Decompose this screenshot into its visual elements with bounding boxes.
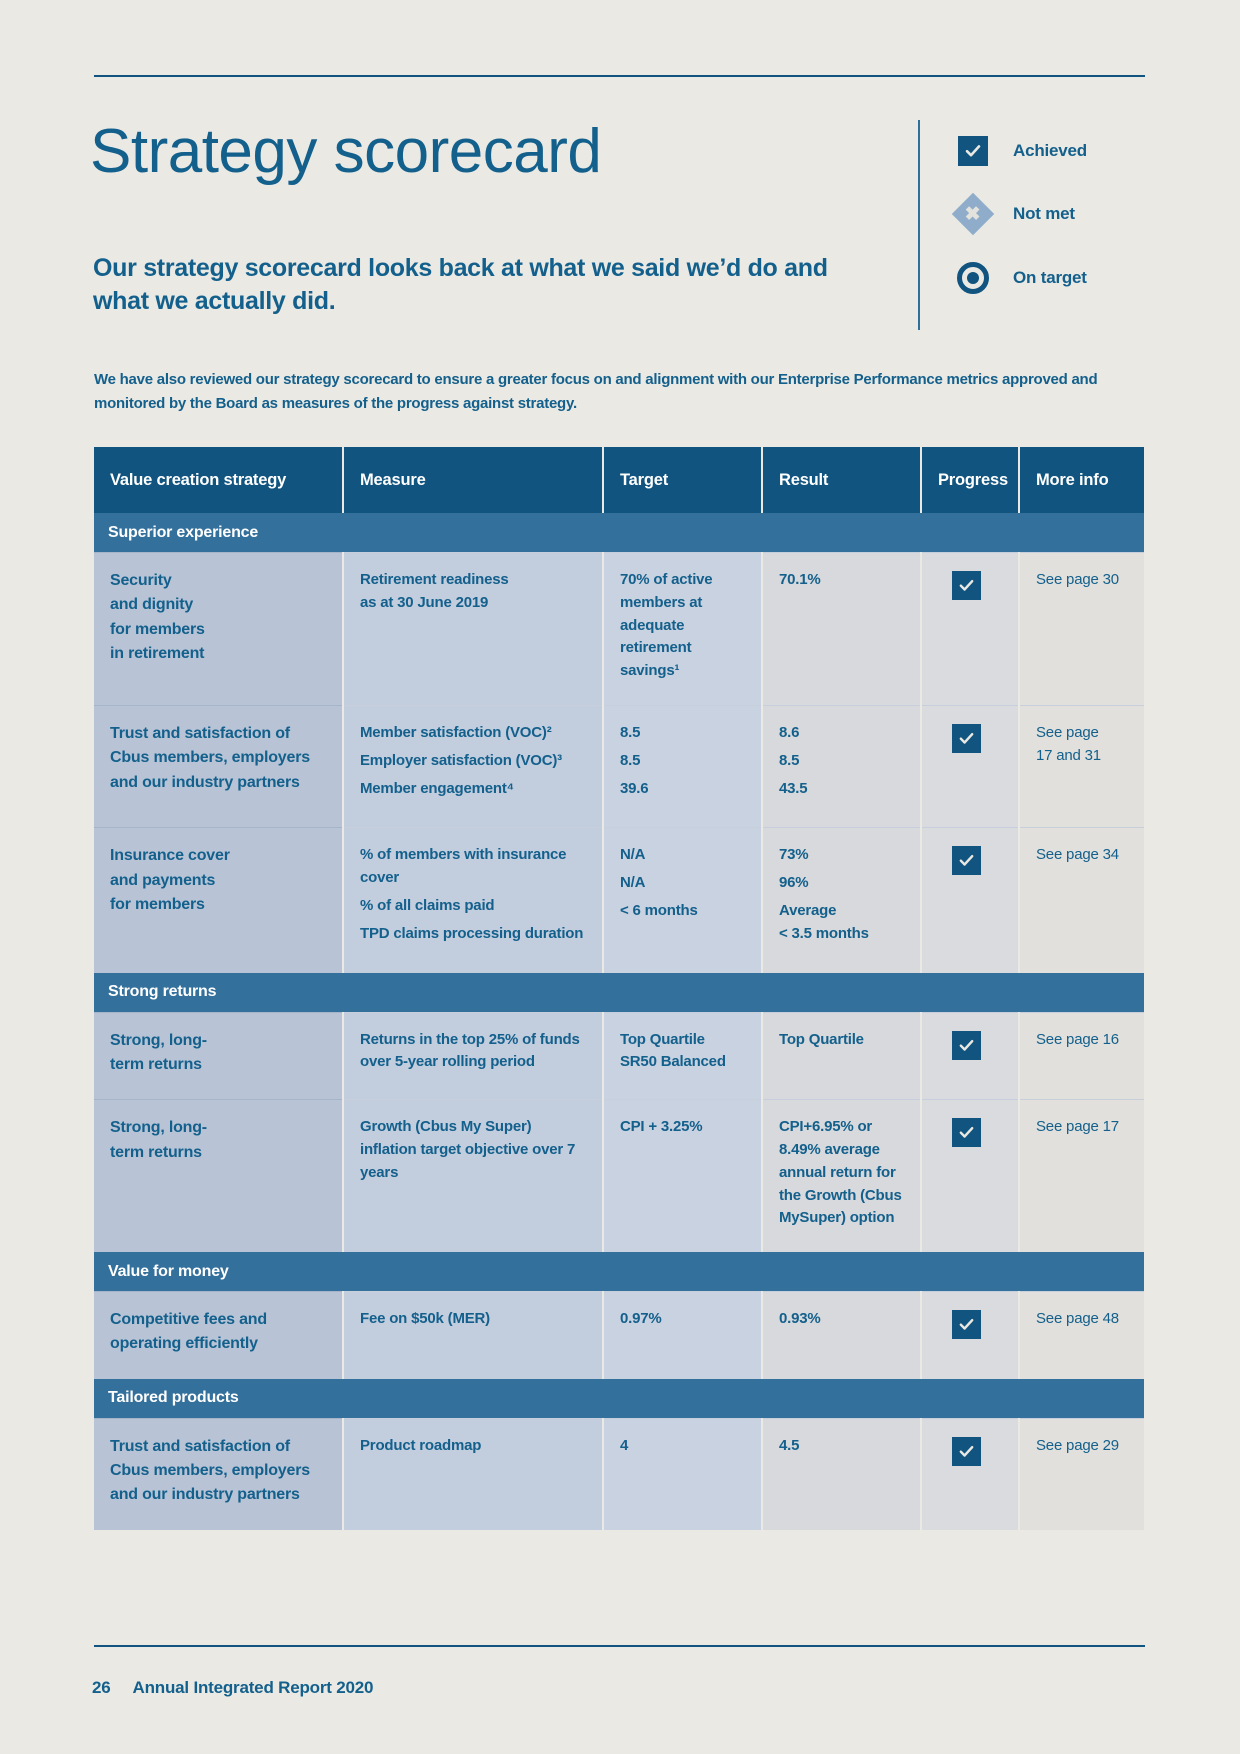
cell-line: 8.5 (620, 723, 641, 741)
footer-rule (94, 1645, 1145, 1647)
page-title: Strategy scorecard (90, 117, 602, 186)
cell-moreinfo[interactable]: See page 34 (1019, 828, 1144, 973)
progress-checkbox-icon (952, 1310, 981, 1339)
cell-line: 8.5 (779, 751, 800, 769)
cell-line: N/A (620, 846, 646, 864)
cell-progress (921, 553, 1019, 706)
section-band-label: Strong returns (94, 973, 1144, 1013)
cell-moreinfo[interactable]: See page 30 (1019, 553, 1144, 706)
section-band-label: Superior experience (94, 513, 1144, 553)
legend-divider (918, 120, 920, 330)
cell-measure (343, 553, 603, 706)
cell-result (762, 1418, 921, 1529)
cell-line: Average < 3.5 months (779, 901, 869, 942)
cell-progress (921, 1012, 1019, 1100)
section-band-label: Value for money (94, 1252, 1144, 1292)
cell-measure (343, 705, 603, 827)
cell-line: CPI + 3.25% (620, 1118, 703, 1136)
cell-line: Member satisfaction (VOC)² (360, 723, 552, 741)
cell-strategy: Trust and satisfaction of Cbus members, employers and our industry partners (94, 705, 343, 827)
cell-target (603, 828, 762, 973)
cell-strategy: Security and dignity for members in retirement (94, 553, 343, 706)
cell-target (603, 1292, 762, 1379)
cell-strategy: Trust and satisfaction of Cbus members, employers and our industry partners (94, 1418, 343, 1529)
cell-measure (343, 1012, 603, 1100)
header-measure: Measure (343, 447, 603, 513)
cell-line: 8.5 (620, 751, 641, 769)
progress-checkbox-icon (952, 571, 981, 600)
cell-line: Returns in the top 25% of funds over 5-year rolling period (360, 1030, 580, 1071)
diamond-cross-icon: ✖ (955, 196, 991, 232)
cell-strategy: Strong, long- term returns (94, 1100, 343, 1252)
legend (918, 120, 1148, 330)
cell-strategy: Competitive fees and operating efficiently (94, 1292, 343, 1379)
cell-strategy: Strong, long- term returns (94, 1012, 343, 1100)
section-band (94, 1379, 1144, 1419)
cell-measure (343, 1100, 603, 1252)
legend-item-achieved (955, 133, 1087, 169)
legend-item-not-met (955, 196, 1075, 232)
progress-checkbox-icon (952, 724, 981, 753)
cell-measure (343, 828, 603, 973)
cell-result (762, 705, 921, 827)
cell-line: 43.5 (779, 779, 808, 797)
header-target: Target (603, 447, 762, 513)
cell-progress (921, 1292, 1019, 1379)
footer-report-name: Annual Integrated Report 2020 (132, 1678, 374, 1697)
progress-checkbox-icon (952, 1437, 981, 1466)
table-header-row (94, 447, 1144, 513)
header-moreinfo: More info (1019, 447, 1144, 513)
cell-line: 4 (620, 1436, 629, 1454)
section-band-label: Tailored products (94, 1379, 1144, 1419)
cell-line: 4.5 (779, 1436, 800, 1454)
cell-moreinfo[interactable]: See page 48 (1019, 1292, 1144, 1379)
cell-line: 96% (779, 874, 809, 892)
cell-line: < 6 months (620, 901, 698, 919)
cell-line: 73% (779, 846, 809, 864)
cell-line: Growth (Cbus My Super) inflation target objective over 7 years (360, 1118, 576, 1181)
cell-moreinfo[interactable]: See page 17 (1019, 1100, 1144, 1252)
progress-checkbox-icon (952, 1118, 981, 1147)
cell-target (603, 1418, 762, 1529)
cell-line: Retirement readiness as at 30 June 2019 (360, 571, 509, 611)
cell-target (603, 705, 762, 827)
cell-progress (921, 828, 1019, 973)
cell-line: Member engagement⁴ (360, 779, 514, 797)
table-row (94, 705, 1144, 827)
legend-label-achieved: Achieved (1013, 141, 1087, 160)
cell-result (762, 828, 921, 973)
table-row (94, 1418, 1144, 1529)
cell-line: 70% of active members at adequate retirement savings¹ (620, 571, 713, 680)
cell-line: Product roadmap (360, 1436, 482, 1454)
cell-progress (921, 1418, 1019, 1529)
footer (92, 1678, 373, 1698)
table-body (94, 447, 1144, 1530)
cell-line: % of all claims paid (360, 896, 495, 914)
progress-checkbox-icon (952, 1031, 981, 1060)
page-subtitle: Our strategy scorecard looks back at what we said we’d do and what we actually did. (93, 254, 828, 315)
cell-line: 70.1% (779, 571, 821, 588)
cell-moreinfo[interactable]: See page 17 and 31 (1019, 705, 1144, 827)
cell-line: TPD claims processing duration (360, 924, 584, 942)
cell-target (603, 553, 762, 706)
cell-progress (921, 1100, 1019, 1252)
table-row (94, 553, 1144, 706)
cell-line: Top Quartile (779, 1030, 864, 1048)
cell-line: 0.93% (779, 1310, 821, 1328)
cell-line: 8.6 (779, 723, 800, 741)
cell-line: % of members with insurance cover (360, 846, 567, 887)
cell-result (762, 553, 921, 706)
cell-result (762, 1292, 921, 1379)
cell-progress (921, 705, 1019, 827)
cell-strategy: Insurance cover and payments for members (94, 828, 343, 973)
cell-measure (343, 1418, 603, 1529)
intro-paragraph: We have also reviewed our strategy scorecard to ensure a greater focus on and alignment with our Enterprise Performance metrics approved and monitored by the Board as measures of the progress against strategy. (94, 371, 1098, 412)
header-progress: Progress (921, 447, 1019, 513)
cell-measure (343, 1292, 603, 1379)
cell-line: 39.6 (620, 779, 649, 797)
footer-page-number: 26 (92, 1678, 111, 1697)
cell-target (603, 1100, 762, 1252)
cell-result (762, 1012, 921, 1100)
table-row (94, 1012, 1144, 1100)
cell-target (603, 1012, 762, 1100)
cell-moreinfo[interactable]: See page 29 (1019, 1418, 1144, 1529)
cell-line: N/A (620, 874, 646, 892)
legend-label-on-target: On target (1013, 268, 1087, 287)
strategy-scorecard-table (94, 447, 1144, 1530)
checkbox-icon (955, 133, 991, 169)
cell-line: Employer satisfaction (VOC)³ (360, 751, 562, 769)
header-strategy: Value creation strategy (94, 447, 343, 513)
cell-line: Fee on $50k (MER) (360, 1310, 490, 1328)
progress-checkbox-icon (952, 846, 981, 875)
table-row (94, 1100, 1144, 1252)
legend-item-on-target (955, 260, 1087, 296)
target-circle-icon (955, 260, 991, 296)
section-band (94, 973, 1144, 1013)
section-band (94, 1252, 1144, 1292)
section-band (94, 513, 1144, 553)
cell-line: Top Quartile SR50 Balanced (620, 1030, 726, 1071)
cell-result (762, 1100, 921, 1252)
cell-line: CPI+6.95% or 8.49% average annual return for the Growth (Cbus MySuper) option (779, 1118, 902, 1227)
table-row (94, 1292, 1144, 1379)
header-rule (94, 75, 1145, 77)
cell-moreinfo[interactable]: See page 16 (1019, 1012, 1144, 1100)
table-row (94, 828, 1144, 973)
cell-line: 0.97% (620, 1310, 662, 1328)
legend-label-not-met: Not met (1013, 204, 1075, 223)
header-result: Result (762, 447, 921, 513)
